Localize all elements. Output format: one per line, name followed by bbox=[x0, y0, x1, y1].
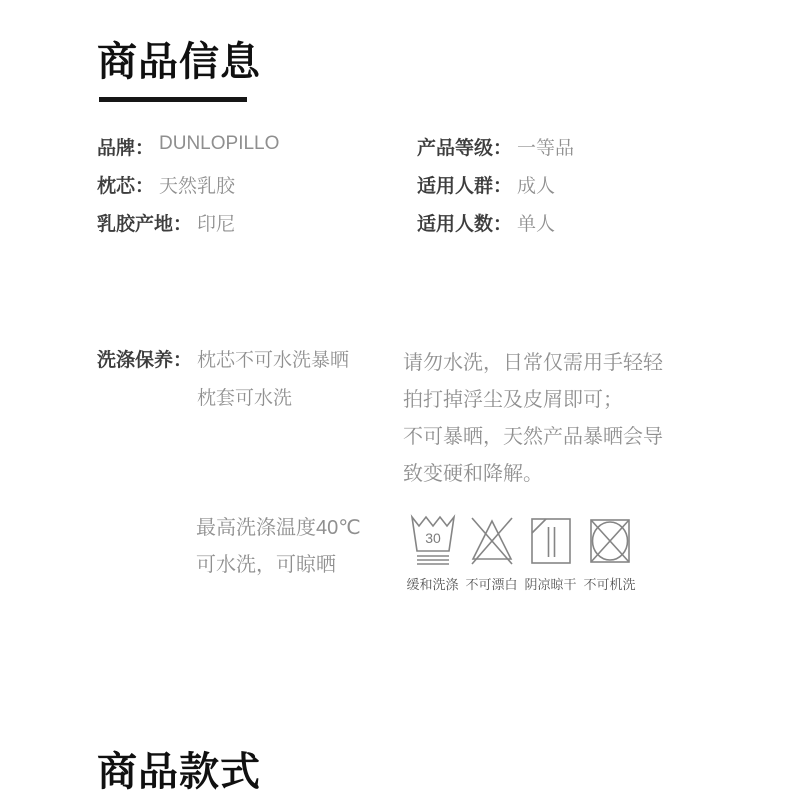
spec-label: 枕芯： bbox=[97, 176, 155, 197]
laundry-symbol-no-machine-wash bbox=[585, 511, 634, 593]
spec-value: 一等品 bbox=[517, 138, 575, 159]
spec-column-right bbox=[417, 133, 574, 247]
gentle-wash-30-icon bbox=[409, 511, 457, 569]
spec-value: 天然乳胶 bbox=[159, 176, 236, 197]
spec-value: 单人 bbox=[517, 214, 556, 235]
title-divider bbox=[99, 97, 247, 102]
care-note-line: 拍打掉浮尘及皮屑即可； bbox=[403, 389, 623, 411]
spec-value: 印尼 bbox=[197, 214, 236, 235]
laundry-symbol-shade-dry bbox=[526, 511, 575, 593]
wash-temperature-note bbox=[196, 510, 361, 584]
laundry-symbol-label: 阴凉晾干 bbox=[524, 577, 577, 592]
laundry-symbol-label: 不可漂白 bbox=[465, 577, 518, 592]
spec-row-user-count bbox=[417, 209, 574, 247]
care-value-line: 枕套可水洗 bbox=[197, 388, 293, 409]
wash-temp-line: 可水洗，可晾晒 bbox=[196, 554, 336, 576]
spec-label: 产品等级： bbox=[417, 138, 513, 159]
care-instructions bbox=[97, 349, 349, 425]
care-label: 洗涤保养： bbox=[97, 350, 193, 371]
spec-row-target-users bbox=[417, 171, 574, 209]
product-style-title: 商品款式 bbox=[97, 750, 261, 794]
care-value-line: 枕芯不可水洗暴晒 bbox=[197, 350, 350, 371]
spec-label: 乳胶产地： bbox=[97, 214, 193, 235]
spec-label: 适用人群： bbox=[417, 176, 513, 197]
care-note-line: 请勿水洗，日常仅需用手轻轻 bbox=[403, 352, 663, 374]
shade-dry-icon bbox=[527, 511, 575, 569]
no-bleach-icon bbox=[468, 511, 516, 569]
svg-text:30: 30 bbox=[424, 530, 441, 546]
care-note-line: 致变硬和降解。 bbox=[403, 463, 543, 485]
spec-row-pillow-core bbox=[97, 171, 279, 209]
laundry-symbol-label: 缓和洗涤 bbox=[406, 577, 459, 592]
care-values bbox=[197, 349, 349, 425]
spec-label: 适用人数： bbox=[417, 214, 513, 235]
care-note-line: 不可暴晒，天然产品暴晒会导 bbox=[403, 426, 663, 448]
laundry-symbols-row bbox=[408, 511, 634, 593]
spec-row-grade bbox=[417, 133, 574, 171]
spec-value: DUNLOPILLO bbox=[159, 133, 280, 154]
no-machine-wash-icon bbox=[586, 511, 634, 569]
laundry-symbol-gentle-wash bbox=[408, 511, 457, 593]
spec-label: 品牌： bbox=[97, 138, 155, 159]
spec-row-brand bbox=[97, 133, 279, 171]
laundry-symbol-no-bleach bbox=[467, 511, 516, 593]
spec-column-left bbox=[97, 133, 279, 247]
care-note bbox=[403, 345, 663, 493]
product-info-title: 商品信息 bbox=[97, 40, 261, 84]
spec-value: 成人 bbox=[517, 176, 556, 197]
spec-row-latex-origin bbox=[97, 209, 279, 247]
laundry-symbol-label: 不可机洗 bbox=[583, 577, 636, 592]
wash-temp-line: 最高洗涤温度40℃ bbox=[196, 517, 361, 539]
